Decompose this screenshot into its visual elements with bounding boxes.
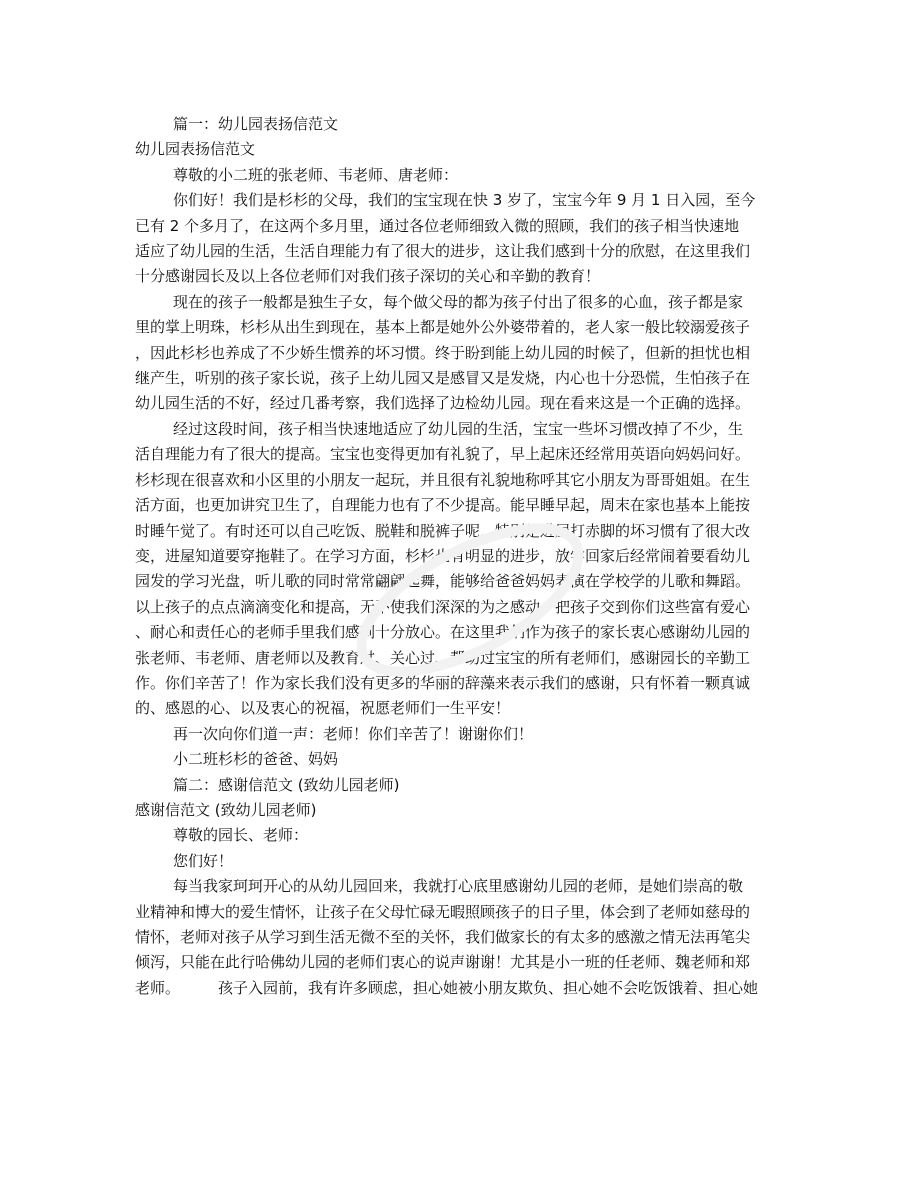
paragraph-line: 情怀，老师对孩子从学习到生活无微不至的关怀，我们做家长的有太多的感激之情无法再笔尖 [135,928,751,946]
paragraph-line-start: 老师。 [135,978,181,997]
paragraph-line: 业精神和博大的爱生情怀，让孩子在父母忙碌无暇照顾孩子的日子里，体会到了老师如慈母的 [135,902,751,921]
section1-paragraph-2 [135,290,785,417]
paragraph-line: 十分感谢园长及以上各位老师们对我们孩子深切的关心和辛勤的教育！ [135,267,601,286]
paragraph-line: 每当我家珂珂开心的从幼儿园回来，我就打心底里感谢幼儿园的老师，是她们崇高的敬 [173,877,744,896]
paragraph-line: 张老师、韦老师、唐老师以及教育过、关心过、帮助过宝宝的所有老师们，感谢园长的辛勤工 [135,648,751,667]
section1-salutation: 尊敬的小二班的张老师、韦老师、唐老师： [173,165,459,184]
section2-greeting: 您们好！ [173,851,234,870]
paragraph-line: 活方面，也更加讲究卫生了，自理能力也有了不少提高。能早睡早起，周末在家也基本上能按 [135,496,751,515]
paragraph-line: 经过这段时间，孩子相当快速地适应了幼儿园的生活，宝宝一些坏习惯改掉了不少，生 [173,419,744,438]
paragraph-line: 里的掌上明珠，杉杉从出生到现在，基本上都是她外公外婆带着的，老人家一般比较溺爱孩子 [135,318,751,337]
paragraph-line: 作。你们辛苦了！作为家长我们没有更多的华丽的辞藻来表示我们的感谢，只有怀着一颗真诚 [135,673,751,692]
paragraph-line: 适应了幼儿园的生活，生活自理能力有了很大的进步，这让我们感到十分的欣慰，在这里我们 [135,242,751,261]
paragraph-line: 活自理能力有了很大的提高。宝宝也变得更加有礼貌了，早上起床还经常用英语向妈妈问好。 [135,445,751,464]
paragraph-line: 时睡午觉了。有时还可以自己吃饭、脱鞋和脱裤子呢，特别是进屋打赤脚的坏习惯有了很大改 [135,521,751,540]
paragraph-line: 幼儿园生活的不好，经过几番考察，我们选择了边检幼儿园。现在看来这是一个正确的选择。 [135,394,751,413]
section2-heading: 篇二：感谢信范文 (致幼儿园老师) [173,775,400,794]
paragraph-line: 变，进屋知道要穿拖鞋了。在学习方面，杉杉也有明显的进步，放学回家后经常闹着要看幼儿 [135,546,751,565]
paragraph-line: 、耐心和责任心的老师手里我们感到十分放心。在这里我们作为孩子的家长衷心感谢幼儿园的 [135,623,751,642]
paragraph-line: 已有 2 个多月了，在这两个多月里，通过各位老师细致入微的照顾，我们的孩子相当快速地 [135,216,740,235]
section2-salutation: 尊敬的园长、老师： [173,826,309,845]
section2-paragraph-1 [135,874,785,1001]
section1-paragraph-3 [135,417,785,722]
section1-heading: 篇一：幼儿园表扬信范文 [173,115,339,133]
paragraph-line: 园发的学习光盘，听儿歌的同时常常翩翩起舞，能够给爸爸妈妈表演在学校学的儿歌和舞蹈。 [135,572,751,591]
section1-paragraph-1 [135,188,785,290]
paragraph-line: 你们好！我们是杉杉的父母，我们的宝宝现在快 3 岁了，宝宝今年 9 月 1 日入园，至今 [173,191,756,210]
section2-title: 感谢信范文 (致幼儿园老师) [135,800,317,819]
paragraph-line-last [135,976,785,1001]
section1-closing: 再一次向你们道一声：老师！你们辛苦了！谢谢你们！ [173,724,534,743]
paragraph-line-rest: 孩子入园前，我有许多顾虑，担心她被小朋友欺负、担心她不会吃饭饿着、担心她 [218,978,759,997]
paragraph-line: 以上孩子的点点滴滴变化和提高，无不使我们深深的为之感动，把孩子交到你们这些富有爱心 [135,597,751,616]
section1-title: 幼儿园表扬信范文 [135,140,256,159]
paragraph-line: 杉杉现在很喜欢和小区里的小朋友一起玩，并且很有礼貌地称呼其它小朋友为哥哥姐姐。在生 [135,470,751,489]
paragraph-line: 现在的孩子一般都是独生子女，每个做父母的都为孩子付出了很多的心血，孩子都是家 [173,292,744,311]
paragraph-line: 的、感恩的心、以及衷心的祝福，祝愿老师们一生平安！ [135,699,511,718]
section1-signature: 小二班杉杉的爸爸、妈妈 [173,750,339,769]
paragraph-line: 倾泻，只能在此行哈佛幼儿园的老师们衷心的说声谢谢！尤其是小一班的任老师、魏老师和郑 [135,953,751,972]
document-page [135,112,785,1001]
paragraph-line: ，因此杉杉也养成了不少娇生惯养的坏习惯。终于盼到能上幼儿园的时候了，但新的担忧也相 [135,343,751,362]
paragraph-line: 继产生，听别的孩子家长说，孩子上幼儿园又是感冒又是发烧，内心也十分恐慌，生怕孩子在 [135,369,751,388]
